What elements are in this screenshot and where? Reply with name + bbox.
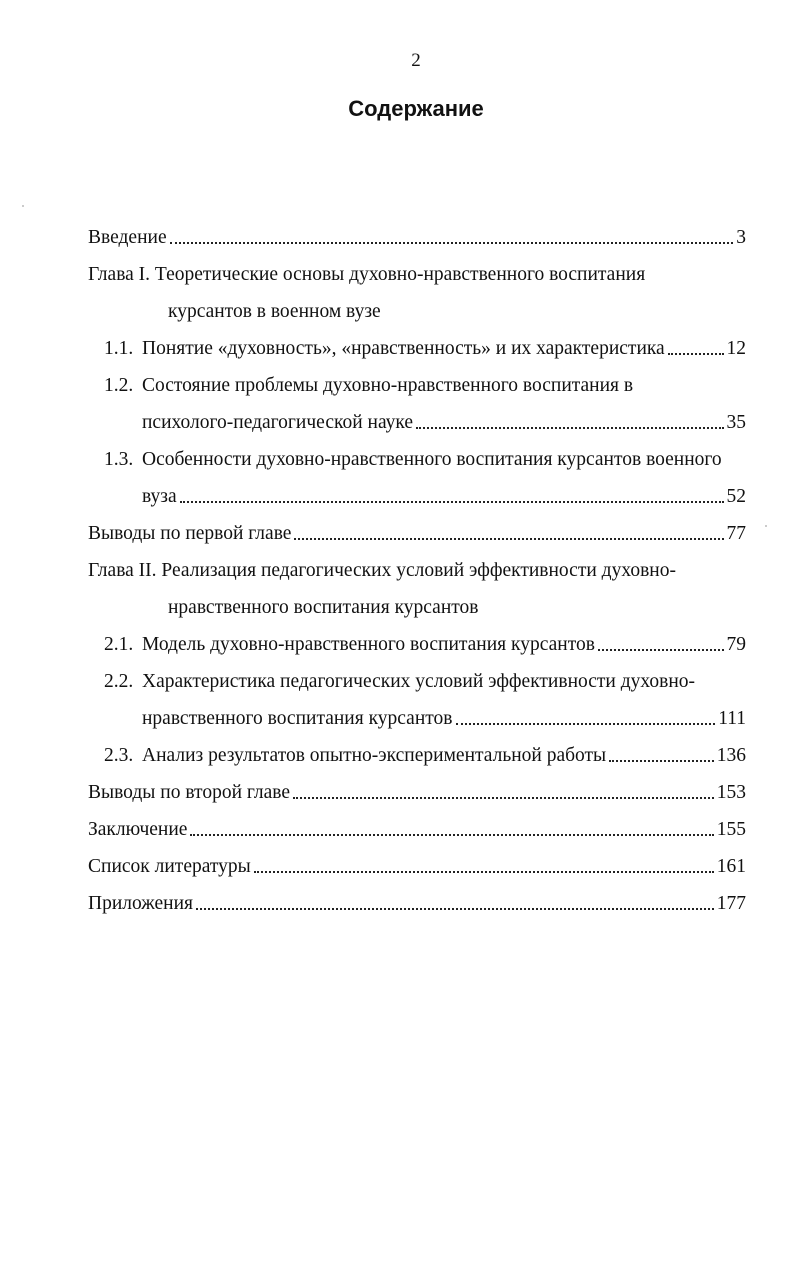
- scan-speck: [22, 205, 24, 207]
- toc-entry-conclusions-2[interactable]: [88, 780, 746, 817]
- toc-section-1-2[interactable]: [88, 373, 746, 410]
- dot-leader: [196, 907, 714, 910]
- toc-entry-text: Список литературы: [88, 856, 251, 877]
- toc-entry-intro[interactable]: [88, 225, 746, 262]
- dot-leader: [294, 537, 723, 540]
- toc-section-2-2[interactable]: [88, 669, 746, 706]
- dot-leader: [254, 870, 714, 873]
- toc-chapter-title: Глава I. Теоретические основы духовно-нравственного воспитания: [88, 264, 646, 285]
- toc-section-number: 2.1.: [104, 634, 134, 655]
- toc-section-number: 1.3.: [104, 449, 134, 470]
- toc-chapter-title-cont: курсантов в военном вузе: [168, 301, 381, 322]
- dot-leader: [609, 759, 714, 762]
- dot-leader: [170, 241, 734, 244]
- toc-chapter-1-cont: [88, 299, 746, 336]
- toc-section-number: 1.1.: [104, 338, 134, 359]
- toc-section-text-cont: вуза: [142, 486, 177, 507]
- dot-leader: [416, 426, 723, 429]
- toc-section-number: 2.2.: [104, 671, 134, 692]
- dot-leader: [190, 833, 713, 836]
- toc-section-text-cont: нравственного воспитания курсантов: [142, 708, 453, 729]
- toc-section-text: Особенности духовно-нравственного воспитания курсантов военного: [142, 449, 722, 470]
- toc-section-2-3[interactable]: [88, 743, 746, 780]
- dot-leader: [293, 796, 714, 799]
- toc-section-number: 1.2.: [104, 375, 134, 396]
- toc-chapter-title-cont: нравственного воспитания курсантов: [168, 597, 479, 618]
- toc-chapter-2[interactable]: [88, 558, 746, 595]
- toc-section-2-1[interactable]: [88, 632, 746, 669]
- toc-entry-page: 155: [716, 819, 746, 840]
- toc-section-1-1[interactable]: [88, 336, 746, 373]
- toc-entry-text: Выводы по первой главе: [88, 523, 292, 544]
- toc-section-1-2-cont: [88, 410, 746, 447]
- toc-section-text-cont: психолого-педагогической науке: [142, 412, 414, 433]
- toc-section-text: Модель духовно-нравственного воспитания курсантов: [142, 634, 595, 655]
- toc-chapter-2-cont: [88, 595, 746, 632]
- toc-section-2-2-cont: [88, 706, 746, 743]
- toc-entry-page: 35: [726, 412, 746, 433]
- dot-leader: [456, 722, 716, 725]
- toc-entry-text: Приложения: [88, 893, 193, 914]
- toc-entry-page: 136: [716, 745, 746, 766]
- toc-section-text: Анализ результатов опытно-экспериментальной работы: [142, 745, 607, 766]
- toc-entry-conclusion[interactable]: [88, 817, 746, 854]
- toc-entry-appendix[interactable]: [88, 891, 746, 928]
- dot-leader: [668, 352, 724, 355]
- page-title: Содержание: [348, 96, 484, 121]
- toc-entry-page: 77: [726, 523, 746, 544]
- toc-chapter-title: Глава II. Реализация педагогических условий эффективности духовно-: [88, 560, 676, 581]
- toc-section-1-3[interactable]: [88, 447, 746, 484]
- toc-entry-page: 79: [726, 634, 746, 655]
- toc-entry-page: 153: [716, 782, 746, 803]
- toc-section-text: Характеристика педагогических условий эффективности духовно-: [142, 671, 696, 692]
- toc-entry-page: 111: [718, 708, 746, 729]
- toc-entry-page: 3: [736, 227, 746, 248]
- toc-entry-conclusions-1[interactable]: [88, 521, 746, 558]
- toc-entry-page: 177: [716, 893, 746, 914]
- toc-section-text: Состояние проблемы духовно-нравственного воспитания в: [142, 375, 634, 396]
- page-number: 2: [411, 50, 421, 71]
- toc-entry-text: Заключение: [88, 819, 188, 840]
- toc-entry-page: 12: [726, 338, 746, 359]
- toc-entry-text: Выводы по второй главе: [88, 782, 291, 803]
- toc-section-1-3-cont: [88, 484, 746, 521]
- toc-section-text: Понятие «духовность», «нравственность» и их характеристика: [142, 338, 665, 359]
- toc-entry-text: Введение: [88, 227, 167, 248]
- dot-leader: [598, 648, 724, 651]
- toc-entry-literature[interactable]: [88, 854, 746, 891]
- toc-entry-page: 52: [726, 486, 746, 507]
- toc-section-number: 2.3.: [104, 745, 134, 766]
- table-of-contents: [88, 225, 746, 928]
- toc-entry-page: 161: [716, 856, 746, 877]
- dot-leader: [180, 500, 724, 503]
- toc-chapter-1[interactable]: [88, 262, 746, 299]
- scan-speck: [765, 525, 767, 527]
